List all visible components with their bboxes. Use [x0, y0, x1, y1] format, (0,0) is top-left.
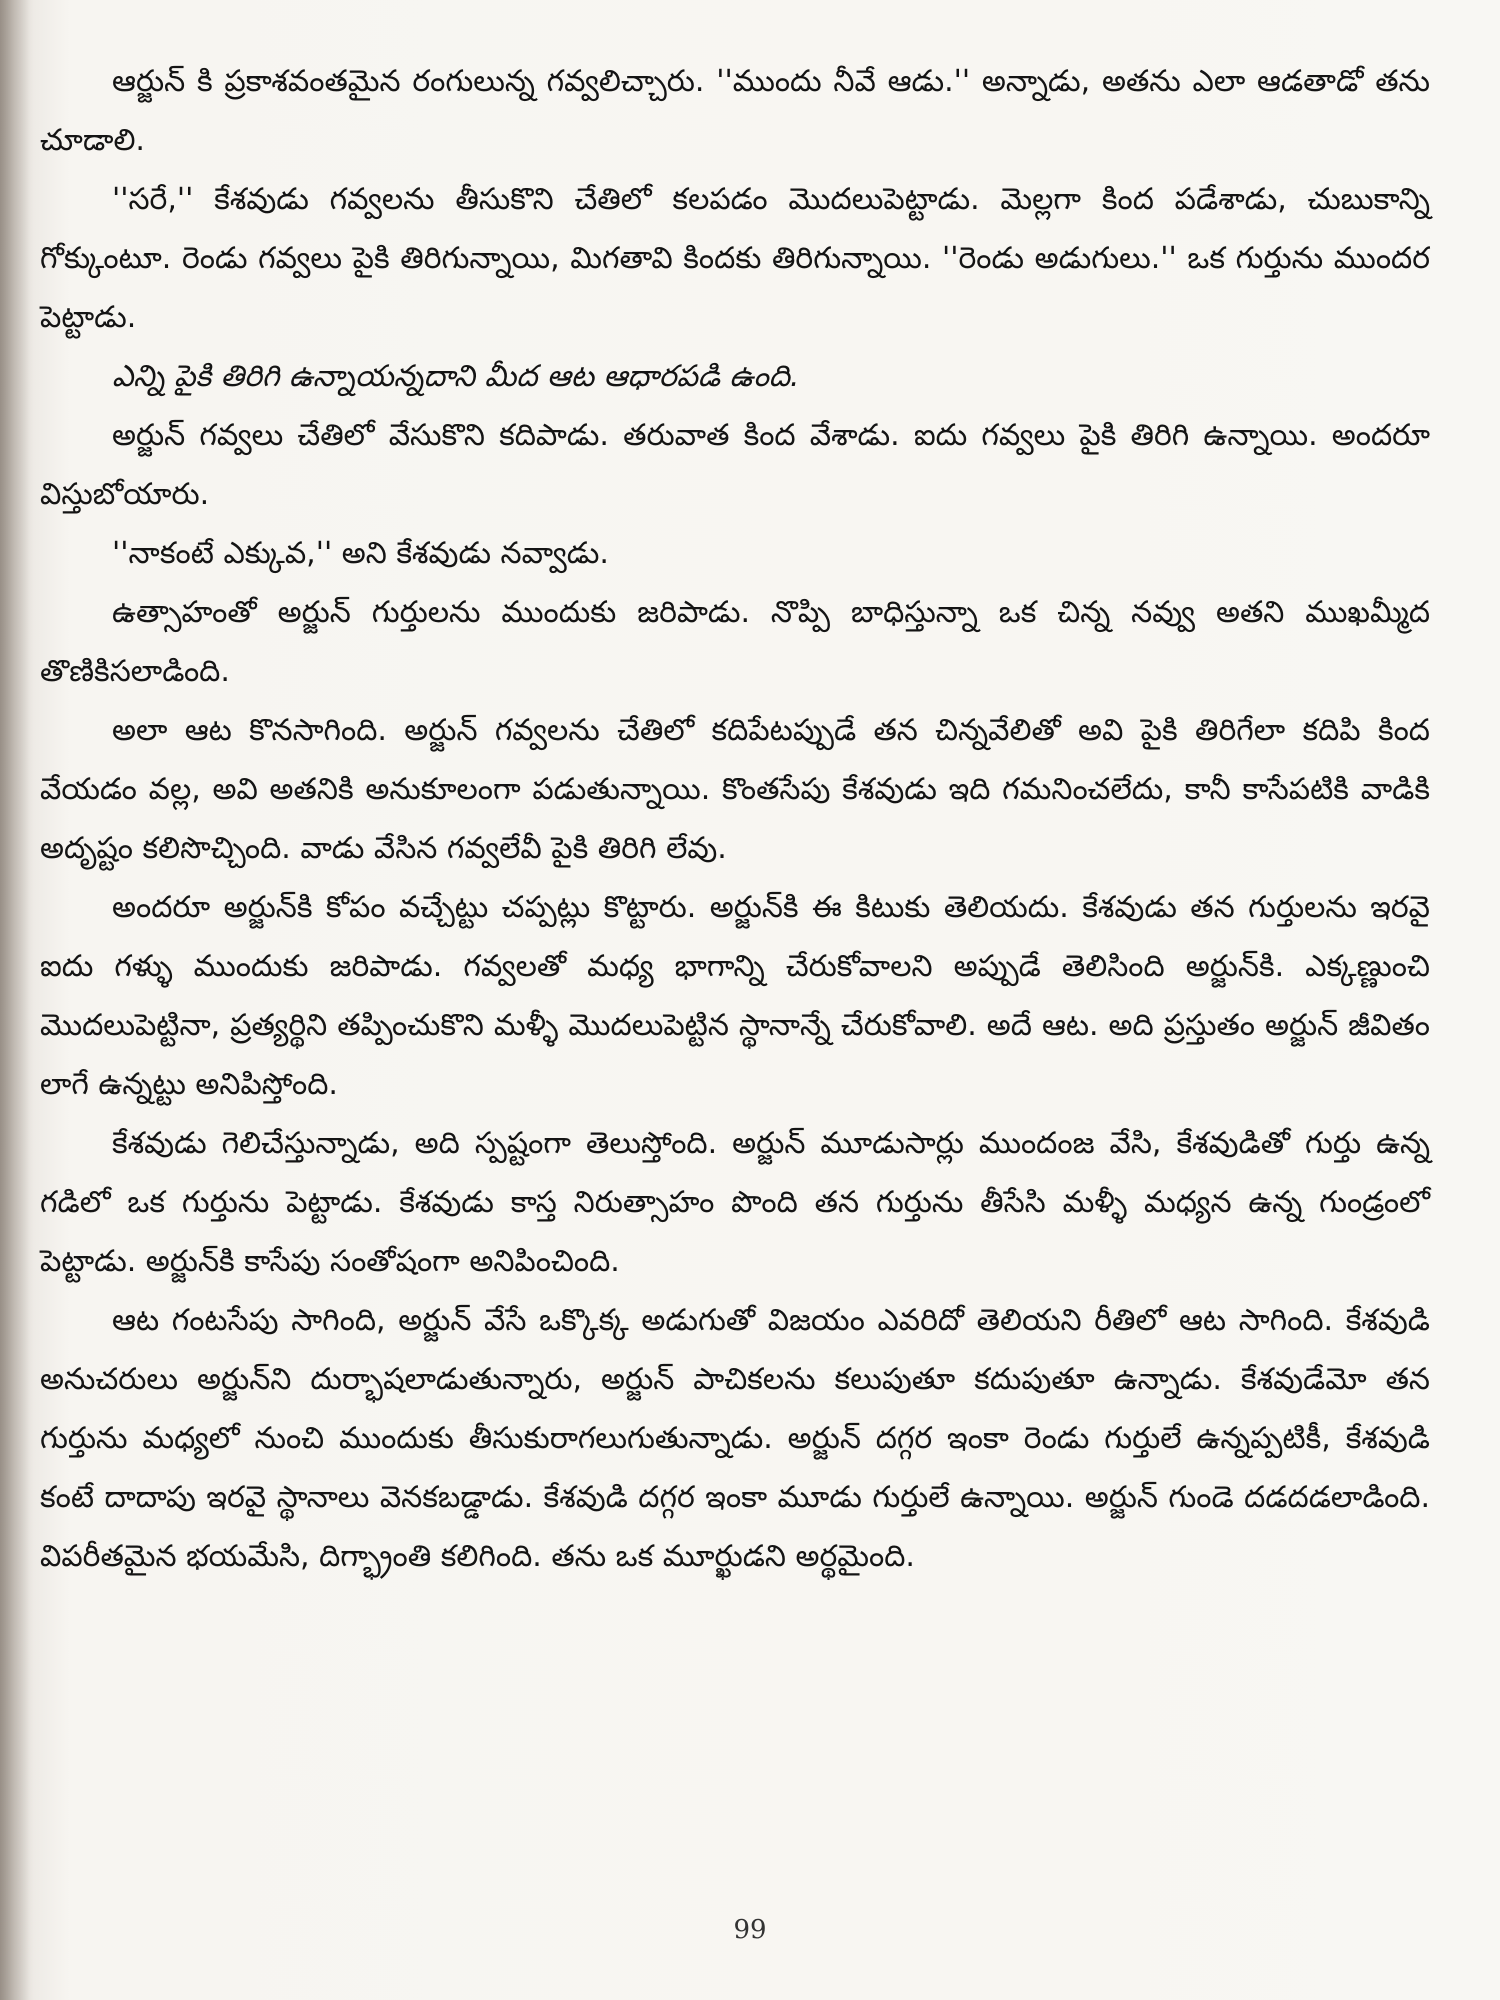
paragraph-2: ''సరే,'' కేశవుడు గవ్వలను తీసుకొని చేతిలో కలపడం మొదలుపెట్టాడు. మెల్లగా కింద పడేశాడు, చుబుకాన్ని గోక్కుంటూ. రెండు గవ్వలు పైకి తిరిగున్నాయి, మిగతావి కిందకు తిరిగున్నాయి. ''రెండు అడుగులు.'' ఒక గుర్తును ముందర పెట్టాడు. — [40, 182, 1430, 335]
paragraph-3-italic: ఎన్ని పైకి తిరిగి ఉన్నాయన్నదాని మీద ఆట ఆధారపడి ఉంది. — [112, 359, 800, 394]
paragraph-1: ఆర్జున్ కి ప్రకాశవంతమైన రంగులున్న గవ్వలిచ్చారు. ''ముందు నీవే ఆడు.'' అన్నాడు, అతను ఎలా ఆడతాడో తను చూడాలి. — [40, 64, 1430, 158]
paragraph-10: ఆట గంటసేపు సాగింది, అర్జున్ వేసే ఒక్కొక్క అడుగుతో విజయం ఎవరిదో తెలియని రీతిలో ఆట సాగింది. కేశవుడి అనుచరులు అర్జున్‌ని దుర్భాషలాడుతున్నారు, అర్జున్ పాచికలను కలుపుతూ కదుపుతూ ఉన్నాడు. కేశవుడేమో తన గుర్తును మధ్యలో నుంచి ముందుకు తీసుకురాగలుగుతున్నాడు. అర్జున్ దగ్గర ఇంకా రెండు గుర్తులే ఉన్నప్పటికీ, కేశవుడి కంటే దాదాపు ఇరవై స్థానాలు వెనకబడ్డాడు. కేశవుడి దగ్గర ఇంకా మూడు గుర్తులే ఉన్నాయి. అర్జున్ గుండె దడదడలాడింది. విపరీతమైన భయమేసి, దిగ్భ్రాంతి కలిగింది. తను ఒక మూర్ఖుడని అర్థమైంది. — [40, 1303, 1430, 1574]
paragraph-7: అలా ఆట కొనసాగింది. అర్జున్ గవ్వలను చేతిలో కదిపేటప్పుడే తన చిన్నవేలితో అవి పైకి తిరిగేలా కదిపి కింద వేయడం వల్ల, అవి అతనికి అనుకూలంగా పడుతున్నాయి. కొంతసేపు కేశవుడు ఇది గమనించలేదు, కానీ కాసేపటికి వాడికి అదృష్టం కలిసొచ్చింది. వాడు వేసిన గవ్వలేవీ పైకి తిరిగి లేవు. — [40, 713, 1430, 866]
paragraph-6: ఉత్సాహంతో అర్జున్ గుర్తులను ముందుకు జరిపాడు. నొప్పి బాధిస్తున్నా ఒక చిన్న నవ్వు అతని ముఖమ్మీద తొణికిసలాడింది. — [40, 595, 1430, 689]
paragraph-4: అర్జున్ గవ్వలు చేతిలో వేసుకొని కదిపాడు. తరువాత కింద వేశాడు. ఐదు గవ్వలు పైకి తిరిగి ఉన్నాయి. అందరూ విస్తుబోయారు. — [40, 418, 1430, 512]
page-number: 99 — [733, 1915, 767, 1945]
paragraph-5: ''నాకంటే ఎక్కువ,'' అని కేశవుడు నవ్వాడు. — [112, 536, 609, 571]
body-text — [40, 52, 1430, 1586]
paragraph-8: అందరూ అర్జున్‌కి కోపం వచ్చేట్టు చప్పట్లు కొట్టారు. అర్జున్‌కి ఈ కిటుకు తెలియదు. కేశవుడు తన గుర్తులను ఇరవై ఐదు గళ్ళు ముందుకు జరిపాడు. గవ్వలతో మధ్య భాగాన్ని చేరుకోవాలని అప్పుడే తెలిసింది అర్జున్‌కి. ఎక్కణ్ణుంచి మొదలుపెట్టినా, ప్రత్యర్థిని తప్పించుకొని మళ్ళీ మొదలుపెట్టిన స్థానాన్నే చేరుకోవాలి. అదే ఆట. అది ప్రస్తుతం అర్జున్ జీవితం లాగే ఉన్నట్టు అనిపిస్తోంది. — [40, 890, 1430, 1102]
paragraph-9: కేశవుడు గెలిచేస్తున్నాడు, అది స్పష్టంగా తెలుస్తోంది. అర్జున్ మూడుసార్లు ముందంజ వేసి, కేశవుడితో గుర్తు ఉన్న గడిలో ఒక గుర్తును పెట్టాడు. కేశవుడు కాస్త నిరుత్సాహం పొంది తన గుర్తును తీసేసి మళ్ళీ మధ్యన ఉన్న గుండ్రంలో పెట్టాడు. అర్జున్‌కి కాసేపు సంతోషంగా అనిపించింది. — [40, 1126, 1430, 1279]
binding-shadow — [0, 0, 30, 2000]
